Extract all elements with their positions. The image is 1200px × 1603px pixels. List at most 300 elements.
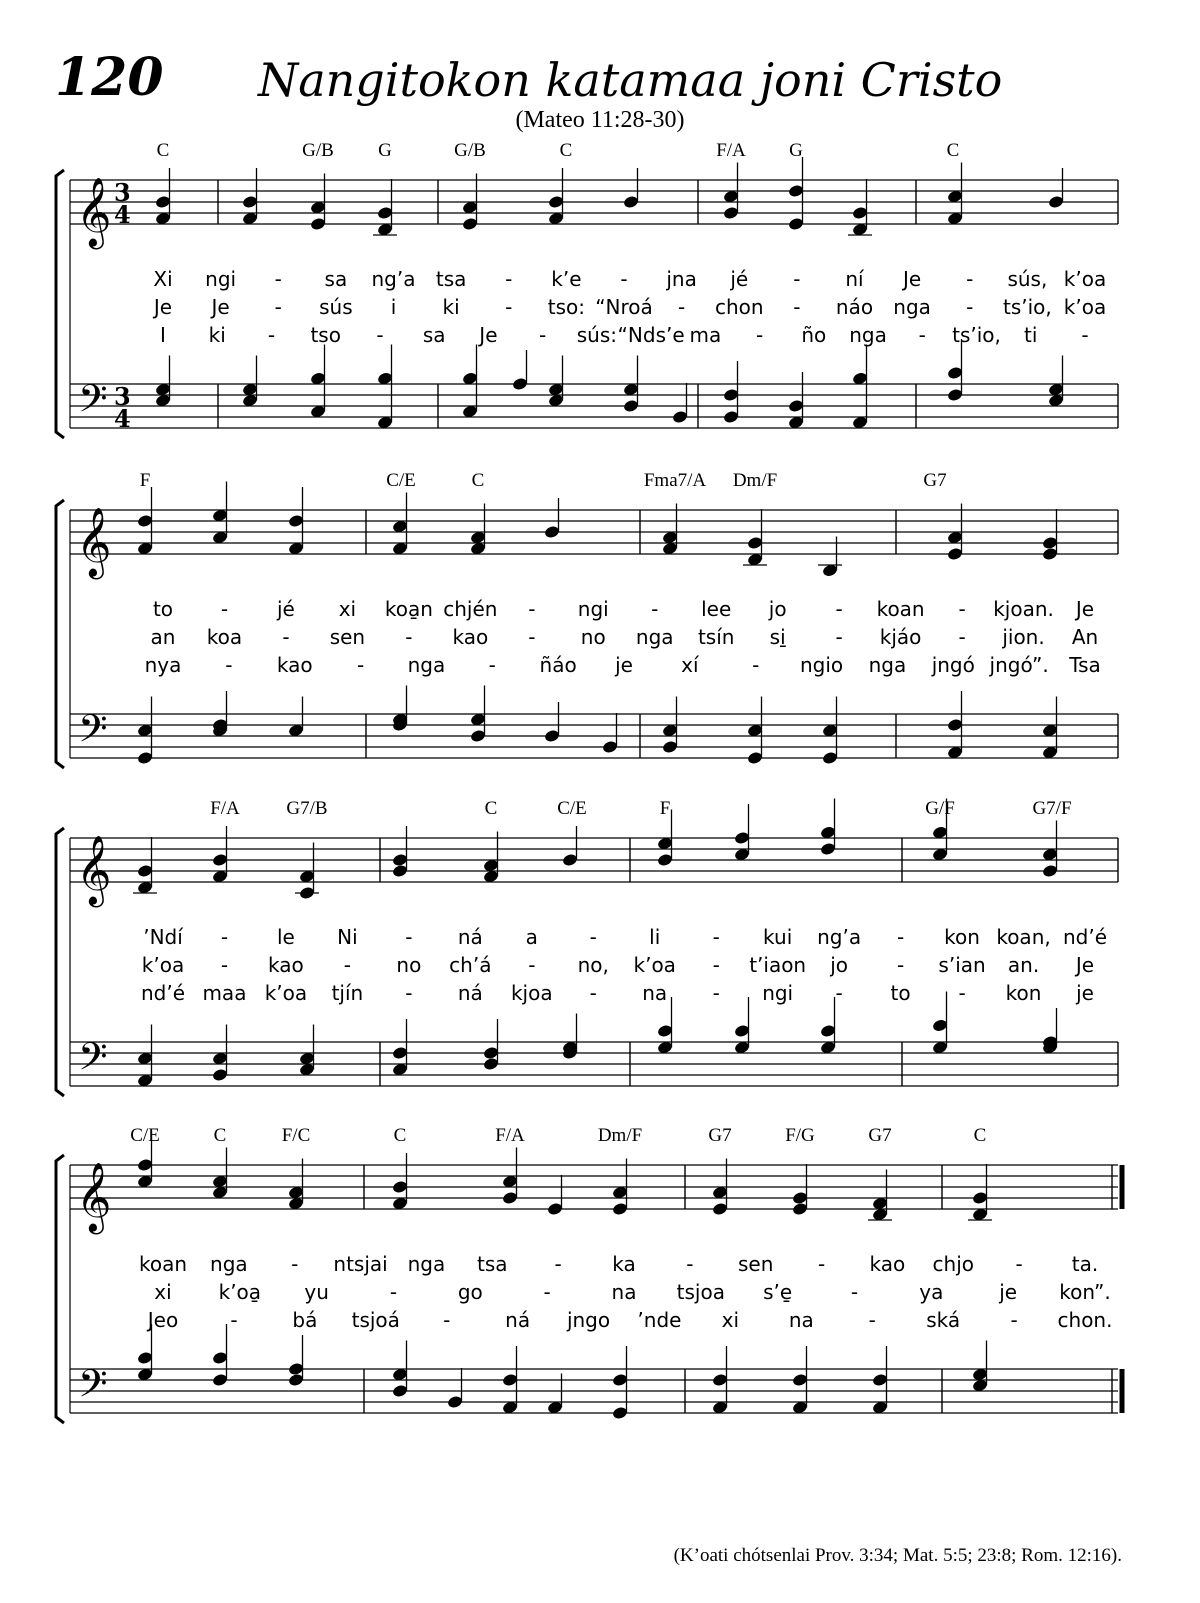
- lyric-syllable-verse-1: chjo: [932, 1252, 975, 1276]
- lyric-syllable-verse-1: -: [505, 267, 513, 291]
- lyric-syllable-verse-3: ná: [505, 1308, 531, 1332]
- notehead: [137, 514, 154, 529]
- chord-symbol: Fma7/A: [643, 470, 707, 491]
- notehead: [212, 853, 229, 868]
- lyric-syllable-verse-3: kjoa: [510, 981, 553, 1005]
- bass-clef-icon: 𝄢: [78, 1361, 108, 1415]
- lyric-syllable-verse-2: no,: [577, 953, 609, 977]
- music-system-1: [0, 140, 1200, 470]
- lyric-syllable-verse-3: jngó”.: [989, 653, 1049, 677]
- lyric-syllable-verse-3: “Nds’e: [617, 323, 685, 347]
- lyric-syllable-verse-2: -: [678, 295, 686, 319]
- lyric-syllable-verse-3: -: [835, 981, 843, 1005]
- lyric-syllable-verse-3: -: [755, 323, 764, 347]
- notehead: [288, 1362, 305, 1377]
- lyric-syllable-verse-3: sa: [422, 323, 446, 347]
- bass-clef-icon: 𝄢: [78, 1034, 108, 1088]
- chord-symbol: C/E: [130, 1125, 160, 1146]
- lyric-syllable-verse-2: Je: [153, 295, 173, 319]
- lyric-syllable-verse-2: yu: [304, 1280, 329, 1304]
- lyric-syllable-verse-2: -: [896, 953, 905, 977]
- lyric-syllable-verse-1: koa̱n: [384, 597, 433, 621]
- notehead: [1048, 195, 1065, 210]
- notehead: [612, 1406, 629, 1421]
- lyric-syllable-verse-1: -: [835, 597, 843, 621]
- lyric-syllable-verse-3: nya: [144, 653, 182, 677]
- lyric-syllable-verse-2: Je: [211, 295, 230, 319]
- lyric-syllable-verse-3: Je: [479, 323, 498, 347]
- notehead: [947, 388, 964, 403]
- notehead: [392, 1046, 409, 1061]
- lyric-syllable-verse-2: na: [611, 1280, 637, 1304]
- lyric-syllable-verse-3: -: [752, 653, 760, 677]
- lyric-syllable-verse-3: ti: [1024, 323, 1038, 347]
- lyric-syllable-verse-2: nga: [893, 295, 931, 319]
- notehead: [872, 1373, 889, 1388]
- staff-drawing: [0, 1125, 1200, 1455]
- notehead: [734, 831, 751, 846]
- lyric-syllable-verse-3: -: [589, 981, 597, 1005]
- lyric-syllable-verse-1: jé: [730, 267, 749, 291]
- chord-symbol: G/B: [302, 140, 334, 161]
- notehead: [242, 195, 259, 210]
- lyric-syllable-verse-3: nd’é: [140, 981, 186, 1005]
- hymn-number: 120: [55, 47, 164, 108]
- lyric-syllable-verse-2: tsjoa: [676, 1280, 725, 1304]
- notehead: [662, 740, 679, 755]
- hymn-title: Nangitokon katamaa joni Cristo: [258, 53, 1003, 107]
- music-system-2: [0, 470, 1200, 800]
- lyric-syllable-verse-2: no: [396, 953, 422, 977]
- chord-symbol: C: [393, 1125, 407, 1146]
- notehead: [788, 184, 805, 199]
- notehead: [820, 1024, 837, 1039]
- lyric-syllable-verse-2: kjáo: [879, 625, 922, 649]
- lyric-syllable-verse-1: ng’a: [371, 267, 416, 291]
- notehead: [612, 1373, 629, 1388]
- notehead: [820, 842, 837, 857]
- lyric-syllable-verse-1: ná: [457, 925, 483, 949]
- notehead: [288, 514, 305, 529]
- lyric-syllable-verse-1: -: [554, 1252, 562, 1276]
- lyric-syllable-verse-2: an.: [1007, 953, 1040, 977]
- notehead: [447, 1395, 464, 1410]
- time-signature-icon: 4: [114, 200, 131, 229]
- lyric-syllable-verse-3: ki: [208, 323, 226, 347]
- chord-symbol: F/A: [210, 798, 240, 819]
- lyric-syllable-verse-2: -: [850, 1280, 859, 1304]
- lyric-syllable-verse-1: ka: [612, 1252, 636, 1276]
- lyric-syllable-verse-1: Xi: [153, 267, 173, 291]
- notehead: [788, 217, 805, 232]
- lyric-syllable-verse-2: -: [835, 625, 843, 649]
- chord-symbol: C: [484, 798, 498, 819]
- system-bracket: [56, 500, 64, 768]
- lyric-syllable-verse-1: a: [525, 925, 538, 949]
- chord-symbol: F/A: [495, 1125, 525, 1146]
- lyric-syllable-verse-3: ská: [926, 1308, 961, 1332]
- lyric-syllable-verse-3: ño: [801, 323, 827, 347]
- chord-symbol: C: [973, 1125, 987, 1146]
- treble-clef-icon: 𝄞: [76, 1162, 112, 1232]
- lyric-syllable-verse-1: -: [793, 267, 801, 291]
- treble-clef-icon: 𝄞: [76, 177, 112, 247]
- notehead: [377, 206, 394, 221]
- lyric-syllable-verse-1: sús,: [1007, 267, 1048, 291]
- lyric-syllable-verse-3: jngo: [566, 1308, 611, 1332]
- lyric-syllable-verse-2: jion.: [1002, 625, 1045, 649]
- scripture-reference: (Mateo 11:28-30): [515, 107, 685, 133]
- chord-symbol: F: [659, 798, 671, 819]
- lyric-syllable-verse-2: -: [343, 953, 351, 977]
- notehead: [512, 377, 529, 392]
- chord-symbol: G7: [923, 470, 947, 491]
- lyric-syllable-verse-3: ngio: [799, 653, 844, 677]
- lyric-syllable-verse-3: -: [225, 653, 233, 677]
- notehead: [392, 1180, 409, 1195]
- lyric-syllable-verse-1: k’e: [551, 267, 582, 291]
- lyric-syllable-verse-2: k’oa̱: [218, 1280, 262, 1304]
- lyric-syllable-verse-3: -: [443, 1308, 451, 1332]
- lyric-syllable-verse-2: si̱: [769, 625, 786, 649]
- lyric-syllable-verse-1: -: [589, 925, 597, 949]
- notehead: [212, 1068, 229, 1083]
- lyric-syllable-verse-3: ma: [689, 323, 722, 347]
- chord-symbol: C: [213, 1125, 227, 1146]
- notehead: [1042, 547, 1059, 562]
- lyric-syllable-verse-2: go: [457, 1280, 483, 1304]
- notehead: [483, 1046, 500, 1061]
- lyric-syllable-verse-1: nga: [210, 1252, 248, 1276]
- chord-symbol: G7/F: [1032, 798, 1072, 819]
- lyric-syllable-verse-2: -: [528, 625, 536, 649]
- lyric-syllable-verse-2: -: [505, 295, 513, 319]
- lyric-syllable-verse-2: sús: [319, 295, 353, 319]
- lyric-syllable-verse-2: kao: [452, 625, 489, 649]
- lyric-syllable-verse-2: je: [999, 1280, 1018, 1304]
- lyric-syllable-verse-2: jo: [830, 953, 849, 977]
- lyric-syllable-verse-3: ñáo: [539, 653, 577, 677]
- lyric-syllable-verse-1: kjoan.: [993, 597, 1054, 621]
- chord-symbol: F: [139, 470, 151, 491]
- lyric-syllable-verse-1: ntsjai: [333, 1252, 388, 1276]
- chord-symbol: F/C: [281, 1125, 311, 1146]
- notehead: [612, 1202, 629, 1217]
- lyric-syllable-verse-3: tsjoá: [351, 1308, 400, 1332]
- lyric-syllable-verse-1: nd’é: [1062, 925, 1108, 949]
- lyric-syllable-verse-3: -: [488, 653, 496, 677]
- chord-symbol: Dm/F: [597, 1125, 643, 1146]
- lyric-syllable-verse-2: -: [543, 1280, 551, 1304]
- lyric-syllable-verse-1: Je: [1075, 597, 1095, 621]
- notehead: [947, 547, 964, 562]
- lyric-syllable-verse-3: jngó: [931, 653, 975, 677]
- notehead: [788, 399, 805, 414]
- lyric-syllable-verse-2: ts’io,: [1002, 295, 1052, 319]
- notehead: [602, 740, 619, 755]
- lyric-syllable-verse-1: kui: [763, 925, 793, 949]
- lyric-syllable-verse-3: xi: [721, 1308, 740, 1332]
- chord-symbol: C: [559, 140, 573, 161]
- chord-symbol: C/E: [557, 798, 587, 819]
- notehead: [392, 853, 409, 868]
- lyric-syllable-verse-3: na: [788, 1308, 814, 1332]
- lyric-syllable-verse-1: koan,: [996, 925, 1051, 949]
- lyric-syllable-verse-1: kao: [869, 1252, 906, 1276]
- lyric-syllable-verse-1: Je: [903, 267, 922, 291]
- lyric-syllable-verse-1: k’oa: [1063, 267, 1107, 291]
- footer-reference: (K’oati chótsenlai Prov. 3:34; Mat. 5:5; 23:8; Rom. 12:16).: [673, 1545, 1122, 1566]
- lyric-syllable-verse-1: -: [220, 925, 229, 949]
- lyric-syllable-verse-3: je: [615, 653, 633, 677]
- notehead: [747, 751, 764, 766]
- lyric-syllable-verse-2: -: [712, 953, 720, 977]
- notehead: [470, 729, 487, 744]
- lyric-syllable-verse-2: náo: [835, 295, 874, 319]
- lyric-syllable-verse-1: -: [817, 1252, 826, 1276]
- lyric-syllable-verse-1: -: [651, 597, 659, 621]
- lyric-syllable-verse-2: kao: [268, 953, 304, 977]
- lyric-syllable-verse-1: tsa: [477, 1252, 508, 1276]
- notehead: [712, 1373, 729, 1388]
- lyric-syllable-verse-1: kon: [944, 925, 980, 949]
- lyric-syllable-verse-3: -: [539, 323, 547, 347]
- system-bracket: [56, 1155, 64, 1423]
- music-system-4: [0, 1125, 1200, 1455]
- lyric-syllable-verse-3: xí: [681, 653, 699, 677]
- lyric-syllable-verse-2: An: [1071, 625, 1099, 649]
- notehead: [392, 864, 409, 879]
- lyric-syllable-verse-3: tjín: [331, 981, 364, 1005]
- notehead: [544, 525, 561, 540]
- bass-clef-icon: 𝄢: [78, 706, 108, 760]
- chord-symbol: G7: [708, 1125, 732, 1146]
- lyric-syllable-verse-2: -: [220, 953, 229, 977]
- lyric-syllable-verse-3: bá: [292, 1308, 318, 1332]
- lyric-syllable-verse-3: -: [1081, 323, 1089, 347]
- chord-symbol: C: [946, 140, 960, 161]
- lyric-syllable-verse-2: k’oa: [1063, 295, 1107, 319]
- system-bracket: [56, 828, 64, 1096]
- notehead: [623, 195, 640, 210]
- lyric-syllable-verse-1: li: [649, 925, 661, 949]
- notehead: [822, 751, 839, 766]
- time-signature-icon: 4: [114, 404, 131, 433]
- notehead: [1042, 864, 1059, 879]
- lyric-syllable-verse-2: -: [274, 295, 282, 319]
- lyric-syllable-verse-1: ngi: [577, 597, 609, 621]
- notehead: [212, 1351, 229, 1366]
- lyric-syllable-verse-1: jo: [768, 597, 787, 621]
- lyric-syllable-verse-1: ní: [845, 267, 864, 291]
- lyric-syllable-verse-1: chjén: [443, 597, 498, 621]
- lyric-syllable-verse-2: sen: [329, 625, 366, 649]
- chord-symbol: C: [156, 140, 170, 161]
- lyric-syllable-verse-1: -: [958, 597, 966, 621]
- lyric-syllable-verse-3: maa: [202, 981, 247, 1005]
- notehead: [734, 1024, 751, 1039]
- notehead: [562, 853, 579, 868]
- notehead: [502, 1373, 519, 1388]
- lyric-syllable-verse-3: -: [958, 981, 966, 1005]
- lyric-syllable-verse-2: s’e̱: [763, 1280, 793, 1304]
- lyric-syllable-verse-3: chon.: [1057, 1308, 1113, 1332]
- lyric-syllable-verse-2: Je: [1075, 953, 1095, 977]
- notehead: [544, 729, 561, 744]
- lyric-syllable-verse-3: sús:: [576, 323, 618, 347]
- chord-symbol: C: [471, 470, 485, 491]
- lyric-syllable-verse-3: kon: [1005, 981, 1042, 1005]
- notehead: [723, 410, 740, 425]
- lyric-syllable-verse-1: -: [405, 925, 413, 949]
- notehead: [723, 206, 740, 221]
- chord-symbol: G/F: [925, 798, 955, 819]
- notehead: [548, 195, 565, 210]
- notehead: [1042, 536, 1059, 551]
- lyric-syllable-verse-1: -: [686, 1252, 694, 1276]
- lyric-syllable-verse-3: Jeo: [147, 1308, 179, 1332]
- lyric-syllable-verse-3: to: [890, 981, 911, 1005]
- lyric-syllable-verse-1: le: [276, 925, 295, 949]
- lyric-syllable-verse-2: -: [389, 1280, 398, 1304]
- notehead: [932, 1018, 949, 1033]
- lyric-syllable-verse-1: jé: [276, 597, 295, 621]
- time-signature-icon: 3: [114, 178, 131, 207]
- lyric-syllable-verse-2: -: [528, 953, 536, 977]
- lyric-syllable-verse-2: -: [958, 625, 966, 649]
- notehead: [137, 1158, 154, 1173]
- lyric-syllable-verse-1: lee: [701, 597, 732, 621]
- lyric-syllable-verse-1: -: [896, 925, 905, 949]
- lyric-syllable-verse-1: koan: [876, 597, 925, 621]
- lyric-syllable-verse-3: je: [1076, 981, 1094, 1005]
- lyric-syllable-verse-2: -: [282, 625, 290, 649]
- lyric-syllable-verse-1: sen: [738, 1252, 774, 1276]
- music-system-3: [0, 798, 1200, 1128]
- notehead: [792, 1191, 809, 1206]
- lyric-syllable-verse-3: Tsa: [1069, 653, 1101, 677]
- lyric-syllable-verse-3: k’oa: [264, 981, 308, 1005]
- chord-symbol: G7: [868, 1125, 892, 1146]
- chord-symbol: F/A: [716, 140, 746, 161]
- lyric-syllable-verse-2: koa: [206, 625, 243, 649]
- chord-symbol: Dm/F: [732, 470, 778, 491]
- lyric-syllable-verse-3: na: [642, 981, 668, 1005]
- system-bracket: [56, 170, 64, 438]
- lyric-syllable-verse-1: tsa: [435, 267, 467, 291]
- lyric-syllable-verse-2: i: [390, 295, 397, 319]
- lyric-syllable-verse-1: koan: [138, 1252, 188, 1276]
- lyric-syllable-verse-3: I: [160, 323, 166, 347]
- notehead: [392, 1384, 409, 1399]
- chord-symbol: G: [378, 140, 392, 161]
- bass-clef-icon: 𝄢: [78, 376, 108, 430]
- notehead: [723, 388, 740, 403]
- lyric-syllable-verse-1: nga: [407, 1252, 446, 1276]
- notehead: [947, 366, 964, 381]
- lyric-syllable-verse-2: “Nroá: [595, 295, 653, 319]
- lyric-syllable-verse-1: -: [620, 267, 628, 291]
- lyric-syllable-verse-2: chon: [714, 295, 764, 319]
- lyric-syllable-verse-2: nga: [635, 625, 674, 649]
- lyric-syllable-verse-1: ngi: [205, 267, 237, 291]
- lyric-syllable-verse-1: ’Ndí: [143, 925, 183, 949]
- lyric-syllable-verse-1: ta.: [1071, 1252, 1099, 1276]
- notehead: [972, 1191, 989, 1206]
- notehead: [747, 536, 764, 551]
- chord-symbol: G7/B: [286, 798, 328, 819]
- lyric-syllable-verse-3: ná: [457, 981, 483, 1005]
- lyric-syllable-verse-1: Ni: [337, 925, 358, 949]
- treble-clef-icon: 𝄞: [76, 835, 112, 905]
- treble-clef-icon: 𝄞: [76, 507, 112, 577]
- chord-symbol: G/B: [454, 140, 486, 161]
- lyric-syllable-verse-3: -: [405, 981, 413, 1005]
- notehead: [672, 410, 689, 425]
- chord-symbol: G: [789, 140, 803, 161]
- lyric-syllable-verse-3: nga: [849, 323, 887, 347]
- lyric-syllable-verse-1: jna: [666, 267, 697, 291]
- lyric-syllable-verse-3: tso: [310, 323, 341, 347]
- notehead: [212, 1373, 229, 1388]
- lyric-syllable-verse-2: k’oa: [633, 953, 676, 977]
- lyric-syllable-verse-3: kao: [276, 653, 313, 677]
- notehead: [462, 217, 479, 232]
- lyric-syllable-verse-2: ch’á: [449, 953, 492, 977]
- lyric-syllable-verse-2: -: [405, 625, 413, 649]
- lyric-syllable-verse-2: xi: [154, 1280, 172, 1304]
- lyric-syllable-verse-2: tsín: [697, 625, 735, 649]
- lyric-syllable-verse-2: kon”.: [1059, 1280, 1111, 1304]
- lyric-syllable-verse-1: -: [712, 925, 720, 949]
- notehead: [155, 195, 172, 210]
- lyric-syllable-verse-1: -: [966, 267, 974, 291]
- chord-symbol: C/E: [386, 470, 416, 491]
- lyric-syllable-verse-1: -: [528, 597, 536, 621]
- notehead: [852, 206, 869, 221]
- notehead: [792, 1373, 809, 1388]
- notehead: [547, 1202, 564, 1217]
- lyric-syllable-verse-3: -: [712, 981, 720, 1005]
- lyric-syllable-verse-3: -: [1010, 1308, 1018, 1332]
- lyric-syllable-verse-3: -: [868, 1308, 876, 1332]
- lyric-syllable-verse-3: ngi: [762, 981, 794, 1005]
- lyric-syllable-verse-1: -: [291, 1252, 299, 1276]
- notehead: [288, 1373, 305, 1388]
- lyric-syllable-verse-1: -: [274, 267, 282, 291]
- lyric-syllable-verse-1: ng’a: [817, 925, 862, 949]
- lyric-syllable-verse-2: k’oa: [141, 953, 185, 977]
- lyric-syllable-verse-1: -: [1015, 1252, 1023, 1276]
- lyric-syllable-verse-2: ki: [442, 295, 460, 319]
- lyric-syllable-verse-1: to: [152, 597, 174, 621]
- chord-symbol: F/G: [785, 1125, 815, 1146]
- lyric-syllable-verse-1: sa: [324, 267, 348, 291]
- lyric-syllable-verse-3: ts’io,: [952, 323, 1001, 347]
- notehead: [483, 1057, 500, 1072]
- lyric-syllable-verse-3: -: [267, 323, 276, 347]
- notehead: [623, 399, 640, 414]
- lyric-syllable-verse-2: an: [150, 625, 176, 649]
- notehead: [137, 1351, 154, 1366]
- notehead: [137, 751, 154, 766]
- notehead: [502, 1191, 519, 1206]
- lyric-syllable-verse-3: nga: [868, 653, 907, 677]
- lyric-syllable-verse-2: s’ian: [938, 953, 986, 977]
- lyric-syllable-verse-3: ’nde: [637, 1308, 682, 1332]
- lyric-syllable-verse-2: t’iaon: [749, 953, 807, 977]
- notehead: [792, 1202, 809, 1217]
